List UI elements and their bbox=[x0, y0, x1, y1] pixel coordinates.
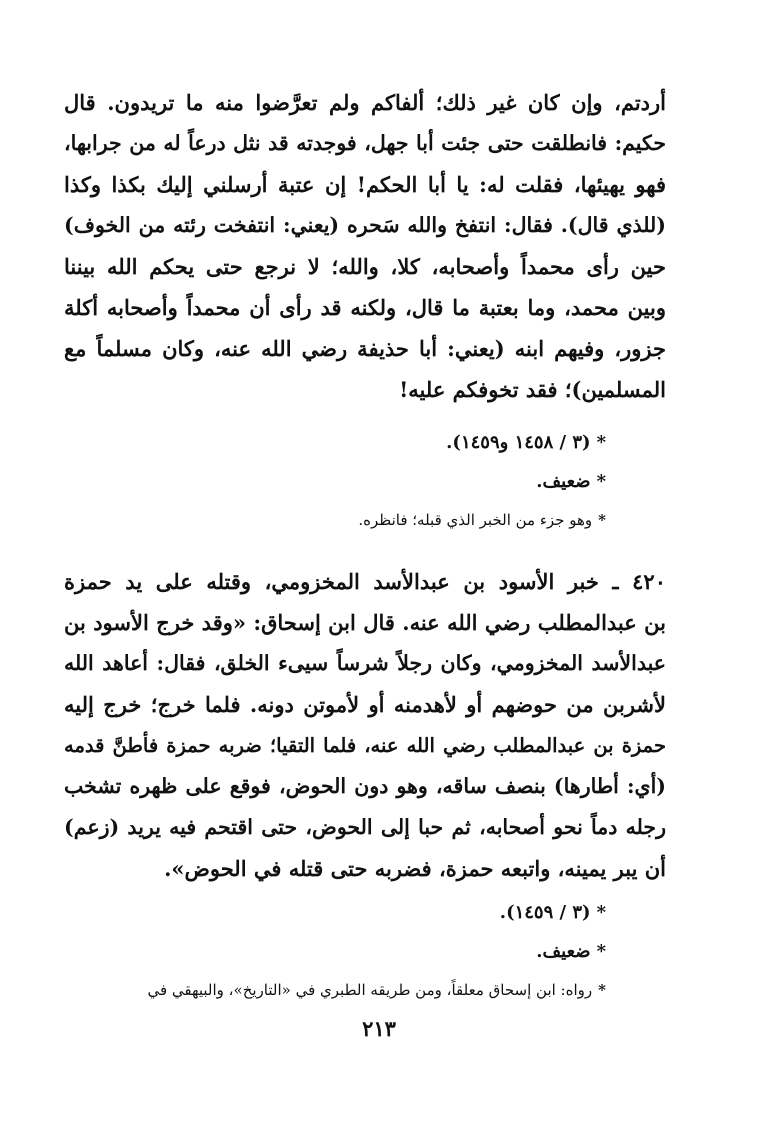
text-line: عبدالأسد المخزومي، وكان رجلاً شرساً سيىء الخلق، فقال: أعاهد الله bbox=[64, 651, 666, 675]
asterisk-marker: * bbox=[596, 432, 606, 453]
asterisk-marker: * bbox=[596, 941, 606, 962]
text-line: جزور، وفيهم ابنه (يعني: أبا حذيفة رضي الله عنه، وكان مسلماً مع bbox=[64, 336, 666, 361]
page-number: ٢١٣ bbox=[362, 1016, 396, 1041]
text-line: أن يبر يمينه، واتبعه حمزة، فضربه حتى قتله في الحوض». bbox=[164, 856, 666, 881]
asterisk-marker: * bbox=[598, 511, 606, 529]
note-grade: *ضعيف. bbox=[40, 932, 606, 971]
notes-2 bbox=[40, 893, 606, 1010]
text-line: حكيم: فانطلقت حتى جئت أبا جهل، فوجدته قد نثل درعاً له من جرابها، bbox=[64, 131, 666, 155]
note-reference: *(٣ / ١٤٥٨ و١٤٥٩). bbox=[40, 423, 606, 462]
note-reference: *(٣ / ١٤٥٩). bbox=[40, 893, 606, 932]
text-line: رجله دماً نحو أصحابه، ثم حبا إلى الحوض، حتى اقتحم فيه يريد (زعم) bbox=[64, 815, 666, 839]
note-source: *رواه: ابن إسحاق معلقاً، ومن طريقه الطبري في «التاريخ»، والبيهقي في bbox=[40, 971, 606, 1010]
text-line: حين رأى محمداً وأصحابه، كلا، والله؛ لا نرجع حتى يحكم الله بيننا bbox=[64, 254, 666, 279]
asterisk-marker: * bbox=[596, 471, 606, 492]
text-line: بن عبدالمطلب رضي الله عنه. قال ابن إسحاق: «وقد خرج الأسود بن bbox=[64, 610, 666, 635]
text-line: حمزة بن عبدالمطلب رضي الله عنه، فلما التقيا؛ ضربه حمزة فأطنَّ قدمه bbox=[64, 734, 666, 757]
text-line: فهو يهيئها، فقلت له: يا أبا الحكم! إن عتبة أرسلني إليك بكذا وكذا bbox=[64, 172, 666, 197]
asterisk-marker: * bbox=[596, 902, 606, 923]
asterisk-marker: * bbox=[598, 981, 606, 999]
paragraph-2 bbox=[64, 561, 666, 889]
note-grade: *ضعيف. bbox=[40, 462, 606, 501]
text-line: ٤٢٠ ـ خبر الأسود بن عبدالأسد المخزومي، وقتله على يد حمزة bbox=[64, 569, 666, 594]
text-line: أردتم، وإن كان غير ذلك؛ ألفاكم ولم تعرَّضوا منه ما تريدون. قال bbox=[64, 90, 666, 115]
text-line: (للذي قال). فقال: انتفخ والله سَحره (يعني: انتفخت رئته من الخوف) bbox=[64, 213, 666, 237]
text-line: المسلمين)؛ فقد تخوفكم عليه! bbox=[399, 377, 666, 402]
notes-1 bbox=[40, 423, 606, 540]
text-line: لأشربن من حوضهم أو لأهدمنه أو لأموتن دونه. فلما خرج؛ خرج إليه bbox=[64, 692, 666, 717]
paragraph-1 bbox=[64, 82, 666, 410]
text-line: وبين محمد، وما بعتبة ما قال، ولكنه قد رأى أن محمداً وأصحابه أكلة bbox=[64, 295, 666, 320]
text-line: (أي: أطارها) بنصف ساقه، وهو دون الحوض، فوقع على ظهره تشخب bbox=[64, 774, 666, 798]
note-comment: *وهو جزء من الخبر الذي قبله؛ فانظره. bbox=[40, 501, 606, 540]
